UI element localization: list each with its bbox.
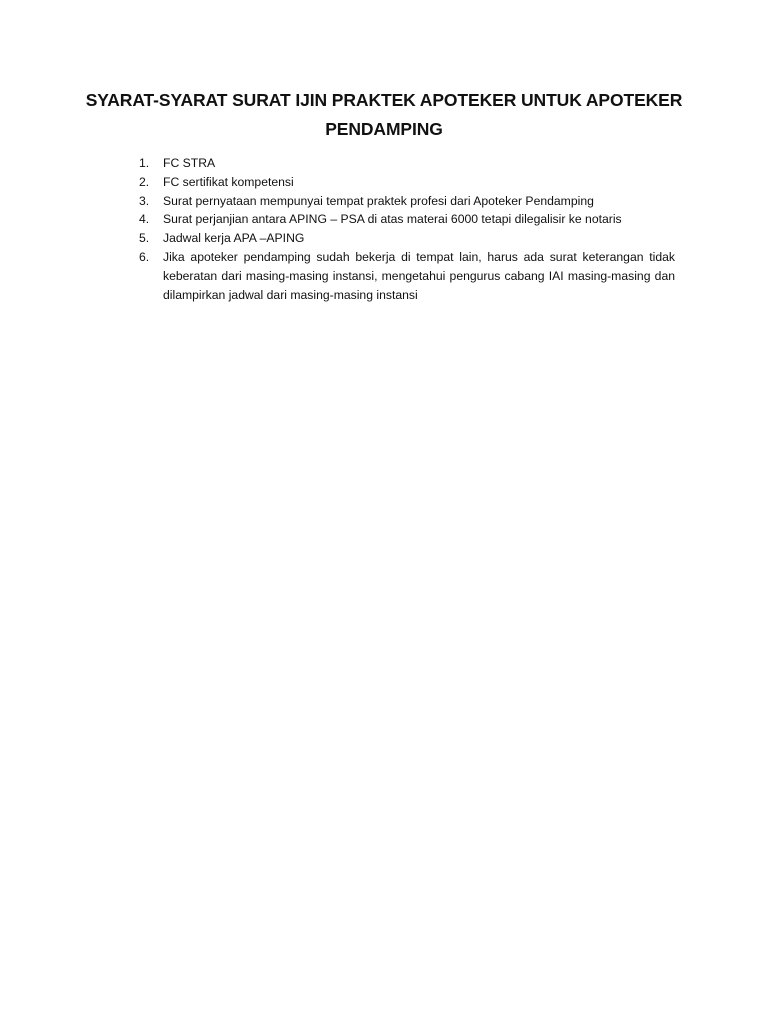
list-item [130,173,675,192]
list-item-number: 5. [139,231,150,246]
list-item-number: 6. [139,249,150,264]
list-item-text: Surat perjanjian antara APING – PSA di atas materai 6000 tetapi dilegalisir ke notaris [163,212,622,227]
requirements-list [130,154,675,304]
list-item [130,210,675,229]
list-item [130,154,675,173]
list-item [130,192,675,211]
list-item-text: Surat pernyataan mempunyai tempat praktek profesi dari Apoteker Pendamping [163,193,594,208]
list-item-number: 2. [139,174,150,189]
list-item [130,229,675,248]
list-item-number: 1. [139,156,150,170]
document-title: SYARAT-SYARAT SURAT IJIN PRAKTEK APOTEKER UNTUK APOTEKER PENDAMPING [85,90,683,139]
list-item-text: Jadwal kerja APA –APING [163,231,305,246]
list-item [130,248,675,304]
list-item-number: 3. [139,193,150,208]
list-item-text: FC sertifikat kompetensi [163,174,294,189]
list-item-number: 4. [139,212,150,227]
list-item-text: FC STRA [163,156,216,170]
list-item-text: Jika apoteker pendamping sudah bekerja di tempat lain, harus ada surat keterangan tidak keberatan dari masing-masing instansi, mengetahui pengurus cabang IAI masing-masing dan dilampirkan jadwal dari masing-masing instansi [163,249,675,302]
